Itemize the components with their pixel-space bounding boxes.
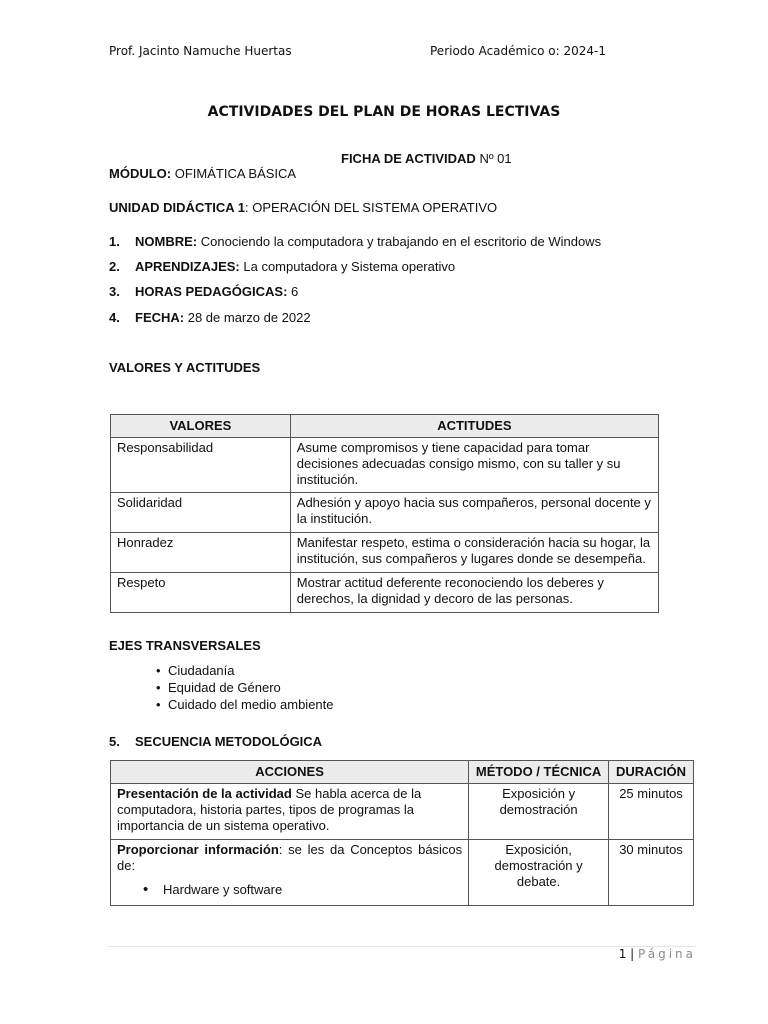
column-header: ACTITUDES xyxy=(290,415,658,438)
document-title: ACTIVIDADES DEL PLAN DE HORAS LECTIVAS xyxy=(207,104,561,120)
item-label: FECHA: xyxy=(135,310,185,325)
secuencia-table xyxy=(110,760,694,906)
modulo-line xyxy=(109,166,296,181)
secuencia-number: 5. xyxy=(109,734,120,749)
item-value: Conociendo la computadora y trabajando en el escritorio de Windows xyxy=(200,234,602,249)
page-label: Página xyxy=(638,947,696,961)
header-professor: Prof. Jacinto Namuche Huertas xyxy=(109,44,292,58)
item-value: La computadora y Sistema operativo xyxy=(243,259,456,274)
bullet-icon: • xyxy=(143,881,149,898)
numbered-item xyxy=(109,284,298,299)
ficha-value: Nº 01 xyxy=(479,151,512,166)
accion-cell xyxy=(111,784,469,840)
table-header-row xyxy=(111,761,694,784)
ejes-heading: EJES TRANSVERSALES xyxy=(109,638,261,653)
column-header: MÉTODO / TÉCNICA xyxy=(469,761,609,784)
table-row xyxy=(111,784,694,840)
table-row xyxy=(111,438,659,493)
ficha-label: FICHA DE ACTIVIDAD xyxy=(341,151,476,166)
valor-cell: Responsabilidad xyxy=(111,438,291,493)
table-row xyxy=(111,493,659,533)
column-header: ACCIONES xyxy=(111,761,469,784)
valores-heading: VALORES Y ACTITUDES xyxy=(109,360,261,375)
accion-cell xyxy=(111,840,469,906)
numbered-item xyxy=(109,259,455,274)
actitud-cell: Adhesión y apoyo hacia sus compañeros, personal docente y la institución. xyxy=(290,493,658,533)
table-row xyxy=(111,840,694,906)
secuencia-title: SECUENCIA METODOLÓGICA xyxy=(135,734,323,749)
valor-cell: Honradez xyxy=(111,533,291,573)
actitud-cell: Asume compromisos y tiene capacidad para tomar decisiones adecuadas consigo mismo, con su taller y su institución. xyxy=(290,438,658,493)
footer-separator: | xyxy=(630,947,635,961)
valor-cell: Solidaridad xyxy=(111,493,291,533)
actitud-cell: Mostrar actitud deferente reconociendo los deberes y derechos, la dignidad y decoro de las personas. xyxy=(290,573,658,613)
page-number: 1 xyxy=(618,947,627,961)
accion-bold: Presentación de la actividad xyxy=(117,786,292,801)
secuencia-heading xyxy=(109,734,322,749)
metodo-cell: Exposición, demostración y debate. xyxy=(469,840,609,906)
numbered-item xyxy=(109,234,601,249)
list-item: • Ciudadanía xyxy=(156,662,334,679)
item-label: NOMBRE: xyxy=(135,234,198,249)
accion-text: Se habla acerca de la computadora, historia partes, tipos de programas la importancia de un sistema operativo. xyxy=(117,786,422,833)
column-header: DURACIÓN xyxy=(609,761,694,784)
item-label: APRENDIZAJES: xyxy=(135,259,240,274)
modulo-label: MÓDULO: xyxy=(109,166,172,181)
item-label: HORAS PEDAGÓGICAS: xyxy=(135,284,288,299)
table-row xyxy=(111,533,659,573)
header-period: Periodo Académico o: 2024-1 xyxy=(430,44,607,58)
accion-bullet: Hardware y software xyxy=(163,882,283,897)
duracion-cell: 30 minutos xyxy=(609,840,694,906)
ficha-de-actividad xyxy=(341,151,512,166)
table-row xyxy=(111,573,659,613)
column-header: VALORES xyxy=(111,415,291,438)
list-item xyxy=(117,882,462,898)
unidad-value: : OPERACIÓN DEL SISTEMA OPERATIVO xyxy=(245,200,498,215)
item-number: 2. xyxy=(109,259,120,274)
metodo-cell: Exposición y demostración xyxy=(469,784,609,840)
page-footer xyxy=(619,947,696,961)
valor-cell: Respeto xyxy=(111,573,291,613)
ejes-list xyxy=(156,662,334,713)
accion-text: : se les da Conceptos básicos de: xyxy=(117,842,463,873)
actitud-cell: Manifestar respeto, estima o consideración hacia su hogar, la institución, sus compañeros y lugares donde se desempeña. xyxy=(290,533,658,573)
table-header-row xyxy=(111,415,659,438)
footer-divider xyxy=(108,946,696,947)
modulo-value: OFIMÁTICA BÁSICA xyxy=(174,166,297,181)
list-item: • Cuidado del medio ambiente xyxy=(156,696,334,713)
item-value: 28 de marzo de 2022 xyxy=(187,310,311,325)
duracion-cell: 25 minutos xyxy=(609,784,694,840)
item-number: 3. xyxy=(109,284,120,299)
valores-table xyxy=(110,414,659,613)
accion-bold: Proporcionar información xyxy=(117,842,279,857)
item-value: 6 xyxy=(291,284,299,299)
unidad-line xyxy=(109,200,497,215)
numbered-item xyxy=(109,310,311,325)
item-number: 4. xyxy=(109,310,120,325)
list-item: • Equidad de Género xyxy=(156,679,334,696)
unidad-label: UNIDAD DIDÁCTICA 1 xyxy=(109,200,246,215)
item-number: 1. xyxy=(109,234,120,249)
